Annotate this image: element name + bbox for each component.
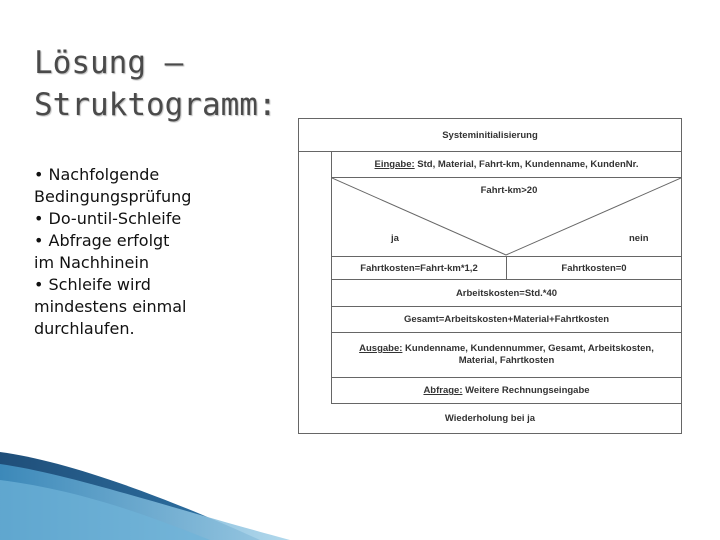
bullet-line: mindestens einmal bbox=[34, 297, 187, 316]
work-cost-block bbox=[332, 280, 681, 306]
output-label: Ausgabe: bbox=[359, 343, 403, 354]
bullet-line: • Do-until-Schleife bbox=[34, 209, 182, 228]
no-branch bbox=[507, 257, 681, 279]
title-line-1: Lösung – bbox=[34, 45, 184, 81]
yes-label: ja bbox=[391, 233, 399, 244]
work-cost-text: Arbeitskosten=Std.*40 bbox=[455, 287, 558, 299]
output-text-1: Kundenname, Kundennummer, Gesamt, Arbeitskosten, bbox=[402, 343, 654, 354]
query-label: Abfrage: bbox=[423, 385, 463, 396]
query-text: Weitere Rechnungseingabe bbox=[462, 385, 590, 396]
bullet-line: • Schleife wird bbox=[34, 275, 151, 294]
struktogramm bbox=[298, 118, 682, 434]
decorative-wave bbox=[0, 450, 300, 540]
bullet-line: durchlaufen. bbox=[34, 319, 135, 338]
output-block bbox=[332, 333, 681, 377]
input-label: Eingabe: bbox=[374, 159, 415, 170]
repeat-text: Wiederholung bei ja bbox=[444, 413, 536, 424]
output-text-2: Material, Fahrtkosten bbox=[458, 355, 555, 366]
bullet-line: im Nachhinein bbox=[34, 253, 149, 272]
init-block bbox=[299, 119, 681, 151]
slide-title bbox=[34, 42, 284, 126]
query-block bbox=[332, 378, 681, 403]
input-block bbox=[332, 152, 681, 177]
input-text: Std, Material, Fahrt-km, Kundenname, KundenNr. bbox=[414, 159, 639, 170]
total-block bbox=[332, 307, 681, 332]
bullet-list bbox=[34, 164, 274, 340]
condition-text: Fahrt-km>20 bbox=[480, 185, 538, 196]
bullet-line: • Abfrage erfolgt bbox=[34, 231, 170, 250]
total-text: Gesamt=Arbeitskosten+Material+Fahrtkosten bbox=[403, 314, 610, 325]
yes-branch bbox=[332, 257, 506, 279]
no-branch-text: Fahrtkosten=0 bbox=[561, 262, 627, 274]
title-line-2: Struktogramm: bbox=[34, 87, 277, 123]
init-text: Systeminitialisierung bbox=[442, 129, 538, 141]
no-label: nein bbox=[629, 233, 649, 244]
bullet-line: • Nachfolgende bbox=[34, 165, 160, 184]
yes-branch-text: Fahrtkosten=Fahrt-km*1,2 bbox=[360, 262, 478, 274]
bullet-line: Bedingungsprüfung bbox=[34, 187, 192, 206]
repeat-block bbox=[299, 404, 681, 433]
